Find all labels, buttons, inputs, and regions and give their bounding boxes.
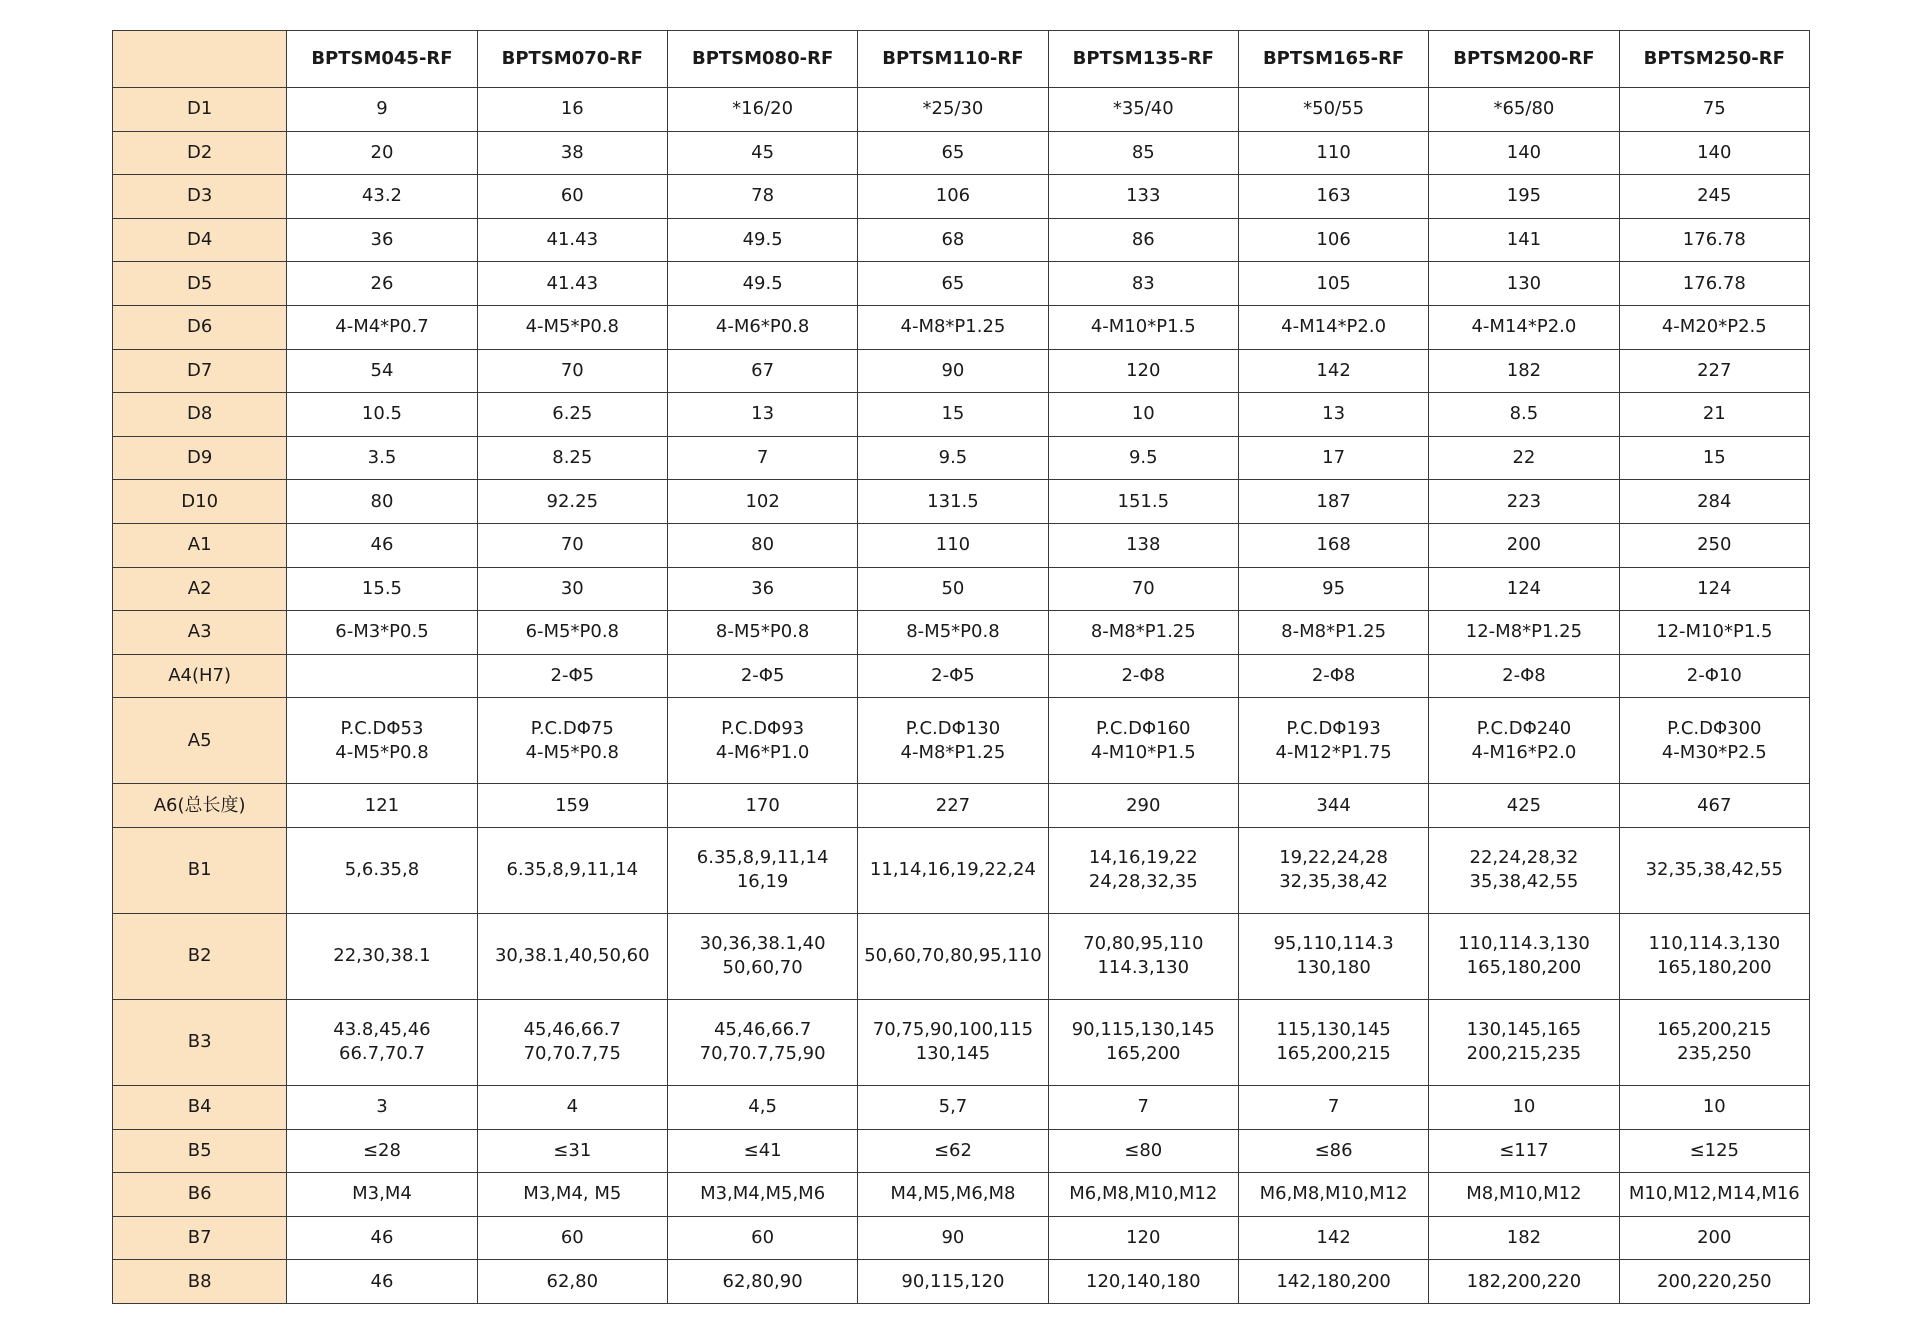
row-label: B8 xyxy=(113,1260,287,1304)
value-cell: 3.5 xyxy=(287,436,477,480)
table-row xyxy=(113,1216,1810,1260)
value-cell: 70 xyxy=(477,349,667,393)
value-cell: 45 xyxy=(667,131,857,175)
value-cell: 60 xyxy=(667,1216,857,1260)
value-cell: ≤31 xyxy=(477,1129,667,1173)
value-cell: M8,M10,M12 xyxy=(1429,1173,1619,1217)
value-cell: 124 xyxy=(1619,567,1809,611)
value-cell: 4-M8*P1.25 xyxy=(858,305,1048,349)
value-cell: 6.25 xyxy=(477,393,667,437)
value-cell: 30,38.1,40,50,60 xyxy=(477,913,667,999)
value-cell: 80 xyxy=(287,480,477,524)
value-cell: 110,114.3,130 165,180,200 xyxy=(1619,913,1809,999)
value-cell: 2-Φ8 xyxy=(1429,654,1619,698)
value-cell: 290 xyxy=(1048,784,1238,828)
row-label: D10 xyxy=(113,480,287,524)
model-header: BPTSM045-RF xyxy=(287,31,477,88)
row-label: B1 xyxy=(113,827,287,913)
value-cell: 4-M20*P2.5 xyxy=(1619,305,1809,349)
table-row xyxy=(113,88,1810,132)
value-cell: 131.5 xyxy=(858,480,1048,524)
value-cell: 95 xyxy=(1238,567,1428,611)
value-cell: 30 xyxy=(477,567,667,611)
value-cell: 7 xyxy=(1048,1085,1238,1129)
table-row xyxy=(113,567,1810,611)
value-cell: 4-M6*P0.8 xyxy=(667,305,857,349)
value-cell: 7 xyxy=(1238,1085,1428,1129)
value-cell: 124 xyxy=(1429,567,1619,611)
value-cell: 90,115,130,145 165,200 xyxy=(1048,999,1238,1085)
value-cell: M6,M8,M10,M12 xyxy=(1048,1173,1238,1217)
value-cell: 2-Φ10 xyxy=(1619,654,1809,698)
model-header: BPTSM165-RF xyxy=(1238,31,1428,88)
value-cell: 9.5 xyxy=(1048,436,1238,480)
value-cell: 200,220,250 xyxy=(1619,1260,1809,1304)
model-header: BPTSM250-RF xyxy=(1619,31,1809,88)
value-cell: 46 xyxy=(287,1260,477,1304)
value-cell: 14,16,19,22 24,28,32,35 xyxy=(1048,827,1238,913)
value-cell: 182 xyxy=(1429,1216,1619,1260)
value-cell: 16 xyxy=(477,88,667,132)
value-cell: *25/30 xyxy=(858,88,1048,132)
value-cell: P.C.DΦ75 4-M5*P0.8 xyxy=(477,698,667,784)
value-cell: 4-M5*P0.8 xyxy=(477,305,667,349)
value-cell: P.C.DΦ53 4-M5*P0.8 xyxy=(287,698,477,784)
value-cell: 70,75,90,100,115 130,145 xyxy=(858,999,1048,1085)
value-cell: P.C.DΦ130 4-M8*P1.25 xyxy=(858,698,1048,784)
value-cell: 6-M5*P0.8 xyxy=(477,611,667,655)
value-cell: P.C.DΦ193 4-M12*P1.75 xyxy=(1238,698,1428,784)
value-cell: 90 xyxy=(858,349,1048,393)
value-cell: 10 xyxy=(1429,1085,1619,1129)
row-label: B3 xyxy=(113,999,287,1085)
value-cell: 68 xyxy=(858,218,1048,262)
value-cell: 106 xyxy=(1238,218,1428,262)
value-cell: 6.35,8,9,11,14 16,19 xyxy=(667,827,857,913)
row-label: D9 xyxy=(113,436,287,480)
value-cell: 110 xyxy=(1238,131,1428,175)
value-cell: ≤41 xyxy=(667,1129,857,1173)
value-cell: 110 xyxy=(858,523,1048,567)
value-cell: 15 xyxy=(858,393,1048,437)
value-cell: ≤86 xyxy=(1238,1129,1428,1173)
value-cell: 130 xyxy=(1429,262,1619,306)
row-label: B6 xyxy=(113,1173,287,1217)
value-cell: 115,130,145 165,200,215 xyxy=(1238,999,1428,1085)
value-cell: 467 xyxy=(1619,784,1809,828)
value-cell: 2-Φ8 xyxy=(1238,654,1428,698)
value-cell: 60 xyxy=(477,1216,667,1260)
value-cell: 2-Φ8 xyxy=(1048,654,1238,698)
value-cell: 15 xyxy=(1619,436,1809,480)
value-cell: 159 xyxy=(477,784,667,828)
spec-table xyxy=(112,30,1810,1304)
model-header: BPTSM110-RF xyxy=(858,31,1048,88)
value-cell: 130,145,165 200,215,235 xyxy=(1429,999,1619,1085)
row-label: B4 xyxy=(113,1085,287,1129)
value-cell: *16/20 xyxy=(667,88,857,132)
value-cell: 227 xyxy=(858,784,1048,828)
value-cell: 182 xyxy=(1429,349,1619,393)
value-cell: ≤28 xyxy=(287,1129,477,1173)
row-label: A1 xyxy=(113,523,287,567)
value-cell: *50/55 xyxy=(1238,88,1428,132)
value-cell: 163 xyxy=(1238,175,1428,219)
value-cell: ≤117 xyxy=(1429,1129,1619,1173)
value-cell: M3,M4 xyxy=(287,1173,477,1217)
header-row xyxy=(113,31,1810,88)
table-row xyxy=(113,1173,1810,1217)
value-cell: 32,35,38,42,55 xyxy=(1619,827,1809,913)
table-row xyxy=(113,393,1810,437)
value-cell: 6.35,8,9,11,14 xyxy=(477,827,667,913)
table-row xyxy=(113,999,1810,1085)
value-cell: 70 xyxy=(477,523,667,567)
table-row xyxy=(113,131,1810,175)
value-cell: 250 xyxy=(1619,523,1809,567)
value-cell: 2-Φ5 xyxy=(667,654,857,698)
value-cell: 105 xyxy=(1238,262,1428,306)
value-cell: 227 xyxy=(1619,349,1809,393)
value-cell: 90,115,120 xyxy=(858,1260,1048,1304)
value-cell: 36 xyxy=(667,567,857,611)
value-cell: 36 xyxy=(287,218,477,262)
value-cell: M4,M5,M6,M8 xyxy=(858,1173,1048,1217)
value-cell: 142 xyxy=(1238,349,1428,393)
value-cell: 22 xyxy=(1429,436,1619,480)
value-cell: 8-M8*P1.25 xyxy=(1048,611,1238,655)
table-row xyxy=(113,218,1810,262)
value-cell: 140 xyxy=(1429,131,1619,175)
value-cell: *65/80 xyxy=(1429,88,1619,132)
value-cell: 151.5 xyxy=(1048,480,1238,524)
value-cell: 425 xyxy=(1429,784,1619,828)
value-cell: 49.5 xyxy=(667,262,857,306)
value-cell: 284 xyxy=(1619,480,1809,524)
value-cell: 17 xyxy=(1238,436,1428,480)
value-cell: 10 xyxy=(1048,393,1238,437)
row-label: D2 xyxy=(113,131,287,175)
row-label: A2 xyxy=(113,567,287,611)
value-cell: 106 xyxy=(858,175,1048,219)
value-cell: 133 xyxy=(1048,175,1238,219)
value-cell: 200 xyxy=(1619,1216,1809,1260)
value-cell: 4-M14*P2.0 xyxy=(1238,305,1428,349)
value-cell: 176.78 xyxy=(1619,218,1809,262)
row-label: A5 xyxy=(113,698,287,784)
value-cell: 141 xyxy=(1429,218,1619,262)
value-cell: 10 xyxy=(1619,1085,1809,1129)
value-cell: P.C.DΦ240 4-M16*P2.0 xyxy=(1429,698,1619,784)
row-label: D7 xyxy=(113,349,287,393)
value-cell: 5,7 xyxy=(858,1085,1048,1129)
value-cell: 38 xyxy=(477,131,667,175)
value-cell: 43.2 xyxy=(287,175,477,219)
value-cell: 195 xyxy=(1429,175,1619,219)
value-cell: 138 xyxy=(1048,523,1238,567)
row-label: D1 xyxy=(113,88,287,132)
value-cell: 65 xyxy=(858,131,1048,175)
value-cell: M3,M4,M5,M6 xyxy=(667,1173,857,1217)
value-cell: 45,46,66.7 70,70.7,75 xyxy=(477,999,667,1085)
value-cell: 4-M14*P2.0 xyxy=(1429,305,1619,349)
value-cell: M3,M4, M5 xyxy=(477,1173,667,1217)
value-cell: 92.25 xyxy=(477,480,667,524)
value-cell: 7 xyxy=(667,436,857,480)
value-cell: 4 xyxy=(477,1085,667,1129)
value-cell: 20 xyxy=(287,131,477,175)
value-cell: 90 xyxy=(858,1216,1048,1260)
value-cell: 182,200,220 xyxy=(1429,1260,1619,1304)
value-cell: 41.43 xyxy=(477,262,667,306)
model-header: BPTSM080-RF xyxy=(667,31,857,88)
value-cell: 30,36,38.1,40 50,60,70 xyxy=(667,913,857,999)
value-cell: 15.5 xyxy=(287,567,477,611)
table-row xyxy=(113,480,1810,524)
value-cell: 142,180,200 xyxy=(1238,1260,1428,1304)
value-cell: 19,22,24,28 32,35,38,42 xyxy=(1238,827,1428,913)
value-cell: 62,80,90 xyxy=(667,1260,857,1304)
value-cell: 13 xyxy=(667,393,857,437)
value-cell: 8-M5*P0.8 xyxy=(858,611,1048,655)
value-cell: 120 xyxy=(1048,349,1238,393)
value-cell: 170 xyxy=(667,784,857,828)
value-cell: 142 xyxy=(1238,1216,1428,1260)
value-cell: 45,46,66.7 70,70.7,75,90 xyxy=(667,999,857,1085)
value-cell: 13 xyxy=(1238,393,1428,437)
table-row xyxy=(113,654,1810,698)
model-header: BPTSM200-RF xyxy=(1429,31,1619,88)
value-cell: 102 xyxy=(667,480,857,524)
value-cell: 344 xyxy=(1238,784,1428,828)
row-label: D8 xyxy=(113,393,287,437)
value-cell: 8-M5*P0.8 xyxy=(667,611,857,655)
row-label: B2 xyxy=(113,913,287,999)
row-label: A3 xyxy=(113,611,287,655)
value-cell: 5,6.35,8 xyxy=(287,827,477,913)
value-cell: 165,200,215 235,250 xyxy=(1619,999,1809,1085)
table-row xyxy=(113,305,1810,349)
model-header: BPTSM135-RF xyxy=(1048,31,1238,88)
row-label: D5 xyxy=(113,262,287,306)
value-cell: M6,M8,M10,M12 xyxy=(1238,1173,1428,1217)
row-label: B5 xyxy=(113,1129,287,1173)
value-cell: 46 xyxy=(287,1216,477,1260)
table-row xyxy=(113,827,1810,913)
value-cell: 78 xyxy=(667,175,857,219)
value-cell: 3 xyxy=(287,1085,477,1129)
table-row xyxy=(113,784,1810,828)
row-label: D3 xyxy=(113,175,287,219)
value-cell: 4-M10*P1.5 xyxy=(1048,305,1238,349)
value-cell: 46 xyxy=(287,523,477,567)
model-header: BPTSM070-RF xyxy=(477,31,667,88)
value-cell: M10,M12,M14,M16 xyxy=(1619,1173,1809,1217)
table-body xyxy=(113,88,1810,1304)
table-row xyxy=(113,611,1810,655)
value-cell: 22,30,38.1 xyxy=(287,913,477,999)
value-cell: 12-M8*P1.25 xyxy=(1429,611,1619,655)
value-cell: *35/40 xyxy=(1048,88,1238,132)
value-cell: 9 xyxy=(287,88,477,132)
value-cell: 54 xyxy=(287,349,477,393)
value-cell: 8-M8*P1.25 xyxy=(1238,611,1428,655)
value-cell: 121 xyxy=(287,784,477,828)
value-cell: 21 xyxy=(1619,393,1809,437)
value-cell: 140 xyxy=(1619,131,1809,175)
value-cell: 11,14,16,19,22,24 xyxy=(858,827,1048,913)
value-cell: P.C.DΦ300 4-M30*P2.5 xyxy=(1619,698,1809,784)
value-cell: P.C.DΦ160 4-M10*P1.5 xyxy=(1048,698,1238,784)
value-cell: 200 xyxy=(1429,523,1619,567)
value-cell: 80 xyxy=(667,523,857,567)
value-cell: 65 xyxy=(858,262,1048,306)
table-row xyxy=(113,436,1810,480)
value-cell: 22,24,28,32 35,38,42,55 xyxy=(1429,827,1619,913)
table-row xyxy=(113,175,1810,219)
row-label: A6(总长度) xyxy=(113,784,287,828)
value-cell: ≤125 xyxy=(1619,1129,1809,1173)
row-label: B7 xyxy=(113,1216,287,1260)
value-cell: 85 xyxy=(1048,131,1238,175)
value-cell: P.C.DΦ93 4-M6*P1.0 xyxy=(667,698,857,784)
value-cell: 49.5 xyxy=(667,218,857,262)
value-cell: 187 xyxy=(1238,480,1428,524)
row-label: D4 xyxy=(113,218,287,262)
table-row xyxy=(113,349,1810,393)
value-cell: 83 xyxy=(1048,262,1238,306)
value-cell: 95,110,114.3 130,180 xyxy=(1238,913,1428,999)
corner-cell xyxy=(113,31,287,88)
value-cell: 176.78 xyxy=(1619,262,1809,306)
value-cell: 8.5 xyxy=(1429,393,1619,437)
value-cell: 9.5 xyxy=(858,436,1048,480)
value-cell: 4-M4*P0.7 xyxy=(287,305,477,349)
value-cell: 120,140,180 xyxy=(1048,1260,1238,1304)
value-cell: 110,114.3,130 165,180,200 xyxy=(1429,913,1619,999)
value-cell xyxy=(287,654,477,698)
value-cell: 50 xyxy=(858,567,1048,611)
table-row xyxy=(113,262,1810,306)
value-cell: 75 xyxy=(1619,88,1809,132)
value-cell: 10.5 xyxy=(287,393,477,437)
value-cell: 60 xyxy=(477,175,667,219)
value-cell: 50,60,70,80,95,110 xyxy=(858,913,1048,999)
table-row xyxy=(113,1085,1810,1129)
table-row xyxy=(113,523,1810,567)
value-cell: ≤80 xyxy=(1048,1129,1238,1173)
value-cell: 2-Φ5 xyxy=(858,654,1048,698)
value-cell: 62,80 xyxy=(477,1260,667,1304)
value-cell: 6-M3*P0.5 xyxy=(287,611,477,655)
value-cell: 86 xyxy=(1048,218,1238,262)
value-cell: 43.8,45,46 66.7,70.7 xyxy=(287,999,477,1085)
table-row xyxy=(113,1260,1810,1304)
value-cell: 245 xyxy=(1619,175,1809,219)
value-cell: 8.25 xyxy=(477,436,667,480)
value-cell: 223 xyxy=(1429,480,1619,524)
table-row xyxy=(113,913,1810,999)
value-cell: 4,5 xyxy=(667,1085,857,1129)
value-cell: 168 xyxy=(1238,523,1428,567)
table-row xyxy=(113,1129,1810,1173)
value-cell: 120 xyxy=(1048,1216,1238,1260)
value-cell: 70,80,95,110 114.3,130 xyxy=(1048,913,1238,999)
value-cell: 12-M10*P1.5 xyxy=(1619,611,1809,655)
row-label: A4(H7) xyxy=(113,654,287,698)
row-label: D6 xyxy=(113,305,287,349)
value-cell: 41.43 xyxy=(477,218,667,262)
value-cell: 2-Φ5 xyxy=(477,654,667,698)
value-cell: 67 xyxy=(667,349,857,393)
value-cell: 26 xyxy=(287,262,477,306)
value-cell: ≤62 xyxy=(858,1129,1048,1173)
table-row xyxy=(113,698,1810,784)
value-cell: 70 xyxy=(1048,567,1238,611)
